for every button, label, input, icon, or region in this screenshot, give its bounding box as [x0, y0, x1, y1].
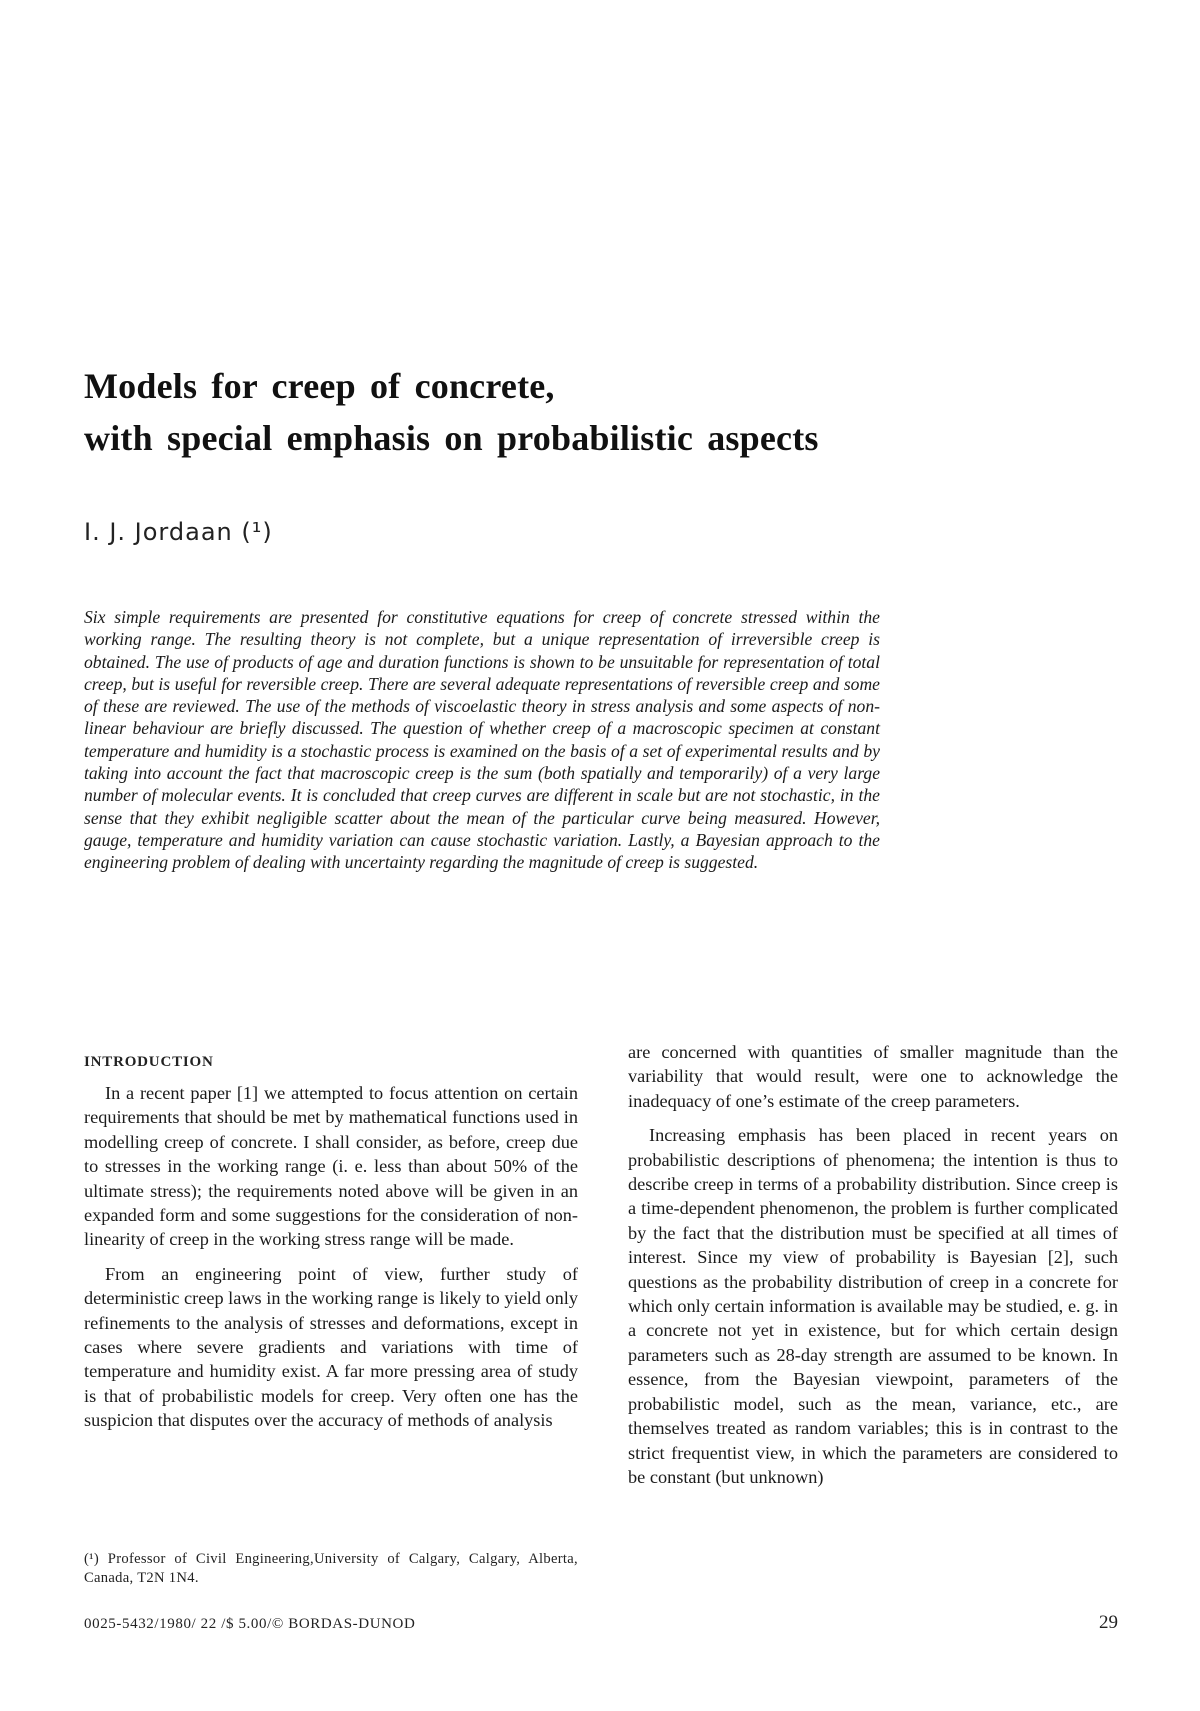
author [84, 518, 273, 546]
abstract: Six simple requirements are presented for constitutive equations for creep of concrete stressed within the working range. The resulting theory is not complete, but a unique representation of irreversible creep is obtained. The use of products of age and duration functions is shown to be unsuitable for representation of total creep, but is useful for reversible creep. There are several adequate representations of reversible creep and some of these are reviewed. The use of the methods of viscoelastic theory in stress analysis and some aspects of non-linear behaviour are briefly discussed. The question of whether creep of a macroscopic specimen at constant temperature and humidity is a stochastic process is examined on the basis of a set of experimental results and by taking into account the fact that macroscopic creep is the sum (both spatially and temporarily) of a very large number of molecular events. It is concluded that creep curves are different in scale but are not stochastic, in the sense that they exhibit negligible scatter about the mean of the particular curve being measured. However, gauge, temperature and humidity variation can cause stochastic variation. Lastly, a Bayesian approach to the engineering problem of dealing with uncertainty regarding the magnitude of creep is suggested. [84, 607, 880, 873]
footnote [84, 1550, 578, 1588]
paragraph: Increasing emphasis has been placed in recent years on probabilistic descriptions of phenomena; the intention is thus to describe creep in terms of a probability distribution. Since creep is a time-dependent phenomenon, the problem is further complicated by the fact that the distribution must be specified at all times of interest. Since my view of probability is Bayesian [2], such questions as the probability distribution of creep in a concrete for which only certain information is available may be studied, e. g. in a concrete not yet in existence, but for which certain design parameters such as 28-day strength are assumed to be known. In essence, from the Bayesian viewpoint, parameters of the probabilistic model, such as the mean, variance, etc., are themselves treated as random variables; this is in contrast to the strict frequentist view, in which the parameters are considered to be constant (but unknown) [628, 1125, 1118, 1487]
page-number: 29 [1099, 1612, 1118, 1633]
footnote-text: Professor of Civil Engineering,University of Calgary, Calgary, Alberta, Canada, T2N 1N4. [84, 1551, 579, 1586]
title-line-2: with special emphasis on probabilistic aspects [84, 418, 819, 458]
paragraph: are concerned with quantities of smaller magnitude than the variability that would result, were one to acknowledge the inadequacy of one’s estimate of the creep parameters. [628, 1042, 1118, 1111]
paragraph: In a recent paper [1] we attempted to focus attention on certain requirements that should be met by mathematical functions used in modelling creep of concrete. I shall consider, as before, creep due to stresses in the working range (i. e. less than about 50% of the ultimate stress); the requirements noted above will be given in an expanded form and some suggestions for the consideration of non-linearity of creep in the working stress range will be made. [84, 1083, 578, 1250]
section-heading-introduction: INTRODUCTION [84, 1054, 214, 1070]
issn-line: 0025-5432/1980/ 22 /$ 5.00/© BORDAS-DUNOD [84, 1616, 416, 1632]
paragraph: From an engineering point of view, further study of deterministic creep laws in the working range is likely to yield only refinements to the analysis of stresses and deformations, except in cases where severe gradients and variations with time of temperature and humidity exist. A far more pressing area of study is that of probabilistic models for creep. Very often one has the suspicion that disputes over the accuracy of methods of analysis [84, 1263, 578, 1431]
paper-title [84, 360, 1084, 464]
author-name: I. J. Jordaan [84, 518, 233, 546]
left-column [84, 1052, 578, 1433]
author-footnote-mark: (¹) [241, 518, 273, 546]
title-line-1: Models for creep of concrete, [84, 366, 555, 406]
right-column [628, 1040, 1118, 1489]
footnote-mark: (¹) [84, 1551, 99, 1567]
